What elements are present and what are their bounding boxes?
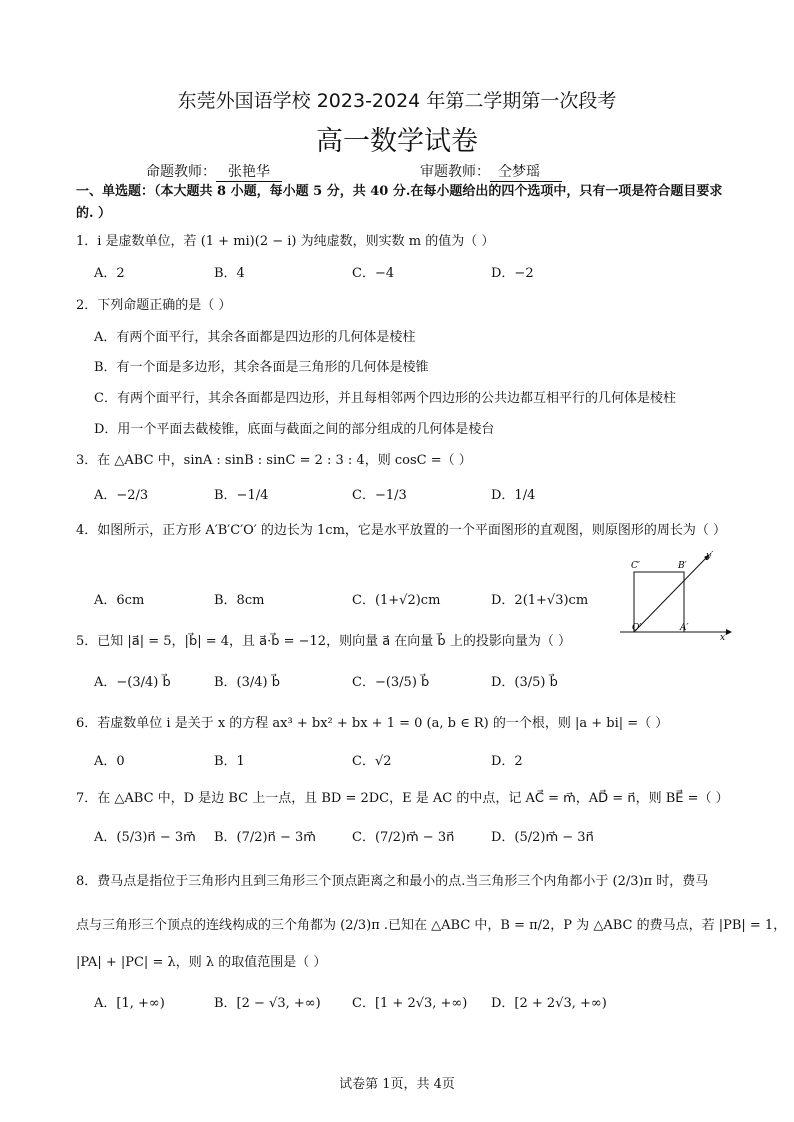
label-x-prime: x′: [720, 633, 728, 640]
reviewer-info: [420, 161, 562, 182]
q4-option-a: A．6cm: [94, 593, 145, 608]
setter-name: 张艳华: [216, 161, 282, 182]
school-title: 东莞外国语学校 2023-2024 年第二学期第一次段考: [177, 90, 617, 112]
q7-option-b: B．(7/2)n⃗ − 3m⃗: [214, 830, 316, 845]
setter-label: 命题教师：: [146, 164, 216, 180]
y-axis: [634, 556, 708, 632]
q2-option-c: C．有两个面平行，其余各面都是四边形，并且每相邻两个四边形的公共边都互相平行的几何体是棱柱: [94, 391, 676, 406]
q3-option-a: A．−2/3: [94, 488, 149, 503]
question-8-stem-line-3: |PA| + |PC| = λ，则 λ 的取值范围是（ ）: [76, 955, 327, 970]
question-3-stem: 3．在 △ABC 中，sinA : sinB : sinC = 2 : 3 : 4，则 cosC =（ ）: [76, 453, 472, 468]
q8-option-c: C．[1 + 2√3, +∞): [352, 996, 468, 1011]
q5-option-c: C．−(3/5) b⃗: [352, 675, 430, 690]
q3-option-d: D．1/4: [491, 488, 536, 503]
q8-option-a: A．[1, +∞): [94, 996, 165, 1011]
question-5-stem: 5．已知 |a⃗| = 5，|b⃗| = 4，且 a⃗·b⃗ = −12，则向量 a⃗ 在向量 b⃗ 上的投影向量为（ ）: [76, 634, 571, 649]
question-2-stem: 2．下列命题正确的是（ ）: [76, 298, 232, 313]
q4-option-d: D．2(1+√3)cm: [491, 593, 589, 608]
q5-option-d: D．(3/5) b⃗: [491, 675, 558, 690]
q6-option-a: A．0: [94, 754, 125, 769]
q6-option-d: D．2: [491, 754, 523, 769]
reviewer-name: 仝梦瑶: [490, 161, 562, 182]
q1-option-a: A．2: [94, 266, 125, 281]
q4-option-b: B．8cm: [214, 593, 265, 608]
subject-title: 高一数学试卷: [316, 126, 478, 157]
question-8-stem-line-2: 点与三角形三个顶点的连线构成的三个角都为 (2/3)π .已知在 △ABC 中，B = π/2，P 为 △ABC 的费马点，若 |PB| = 1，: [76, 918, 787, 933]
label-o-prime: O′: [632, 623, 642, 633]
label-b-prime: B′: [678, 561, 687, 571]
q2-option-a: A．有两个面平行，其余各面都是四边形的几何体是棱柱: [94, 330, 416, 345]
label-a-prime: A′: [680, 623, 689, 633]
q2-option-d: D．用一个平面去截棱锥，底面与截面之间的部分组成的几何体是棱台: [94, 422, 495, 437]
q5-option-a: A．−(3/4) b⃗: [94, 675, 171, 690]
q7-option-a: A．(5/3)n⃗ − 3m⃗: [94, 830, 196, 845]
q7-option-c: C．(7/2)m⃗ − 3n⃗: [352, 830, 455, 845]
q2-option-b: B．有一个面是多边形，其余各面是三角形的几何体是棱锥: [94, 360, 429, 375]
section-heading: 一、单选题：（本大题共 8 小题，每小题 5 分，共 40 分.在每小题给出的四个选项中，只有一项是符合题目要求的. ）: [76, 184, 723, 221]
question-1-stem: 1．i 是虚数单位，若 (1 + mi)(2 − i) 为纯虚数，则实数 m 的值为（ ）: [76, 234, 495, 249]
q1-option-b: B．4: [214, 266, 245, 281]
q3-option-c: C．−1/3: [352, 488, 407, 503]
reviewer-label: 审题教师：: [420, 164, 490, 180]
q5-option-b: B．(3/4) b⃗: [214, 675, 281, 690]
q1-option-d: D．−2: [491, 266, 534, 281]
square-shape: [634, 572, 684, 632]
q6-option-b: B．1: [214, 754, 245, 769]
q4-option-c: C．(1+√2)cm: [352, 593, 441, 608]
oblique-square-figure: [616, 548, 732, 640]
question-7-stem: 7．在 △ABC 中，D 是边 BC 上一点，且 BD = 2DC，E 是 AC 的中点，记 AC⃗ = m⃗，AD⃗ = n⃗，则 BE⃗ =（ ）: [76, 791, 729, 806]
q8-option-b: B．[2 − √3, +∞): [214, 996, 321, 1011]
page-footer: 试卷第 1页，共 4页: [339, 1077, 455, 1092]
question-6-stem: 6．若虚数单位 i 是关于 x 的方程 ax³ + bx² + bx + 1 = 0 (a, b ∈ R) 的一个根，则 |a + bi| =（ ）: [76, 716, 669, 731]
q8-option-d: D．[2 + 2√3, +∞): [491, 996, 607, 1011]
question-8-stem-line-1: 8．费马点是指位于三角形内且到三角形三个顶点距离之和最小的点.当三角形三个内角都小于 (2/3)π 时，费马: [76, 874, 709, 889]
question-4-stem: 4．如图所示，正方形 A′B′C′O′ 的边长为 1cm，它是水平放置的一个平面图形的直观图，则原图形的周长为（ ）: [76, 523, 727, 538]
q1-option-c: C．−4: [352, 266, 395, 281]
setter-info: [146, 161, 282, 182]
q7-option-d: D．(5/2)m⃗ − 3n⃗: [491, 830, 594, 845]
label-c-prime: C′: [631, 561, 640, 571]
label-y-prime: y′: [706, 551, 714, 561]
q6-option-c: C．√2: [352, 754, 392, 769]
q3-option-b: B．−1/4: [214, 488, 269, 503]
